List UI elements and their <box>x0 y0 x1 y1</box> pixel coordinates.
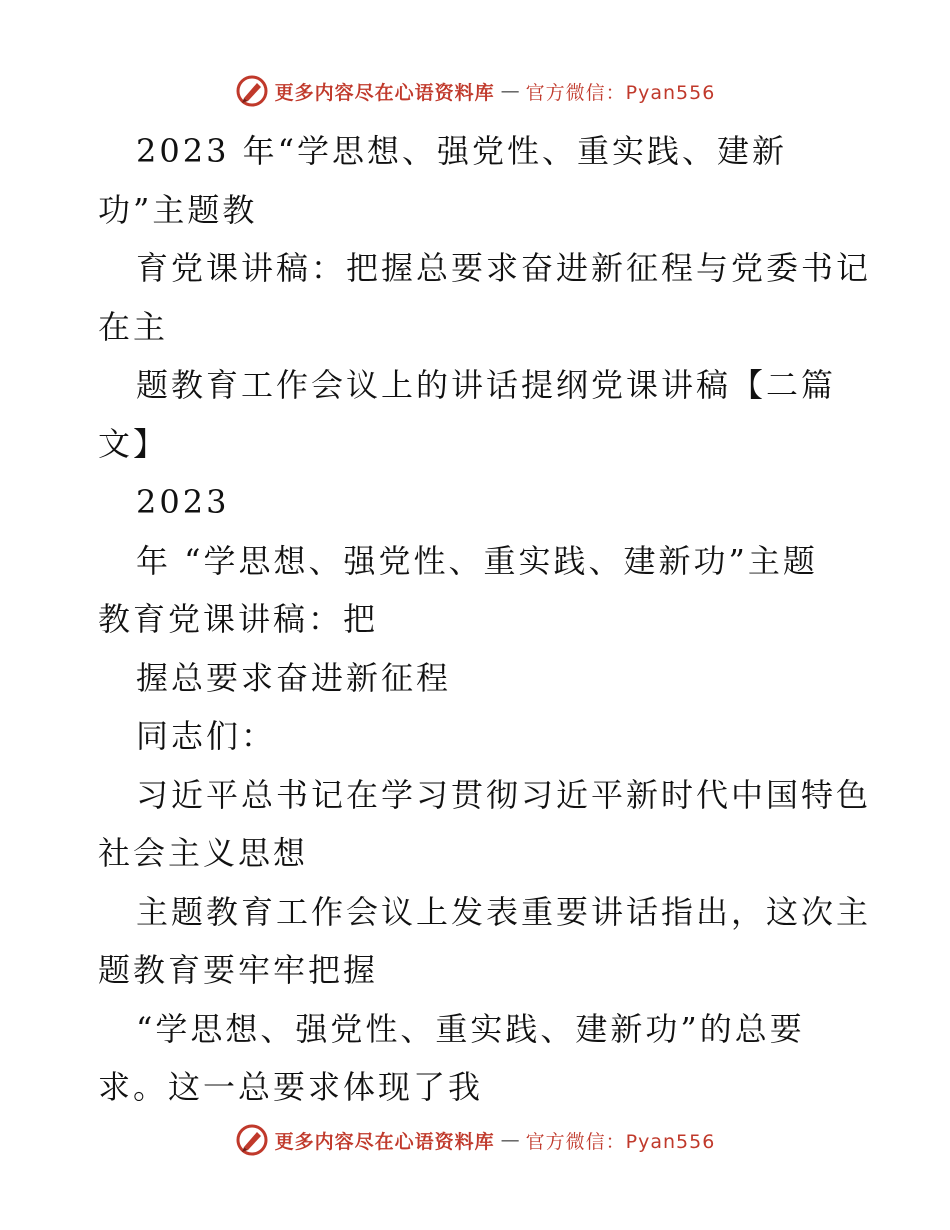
watermark-separator: — <box>500 1129 520 1151</box>
text-line: 功”主题教 <box>98 190 258 229</box>
text-line: 社会主义思想 <box>98 834 309 872</box>
text-line: 文】 <box>98 424 169 463</box>
text-line: 2023 <box>136 483 230 521</box>
watermark-separator: — <box>500 80 520 102</box>
text-line: 教育党课讲稿：把 <box>98 600 379 638</box>
text-line: 在主 <box>98 307 169 346</box>
watermark-text: 更多内容尽在心语资料库 <box>274 81 495 104</box>
watermark-contact: 官方微信：Pyan556 <box>525 1130 716 1153</box>
pen-seal-icon <box>235 1123 269 1157</box>
text-line: 握总要求奋进新征程 <box>136 658 452 697</box>
document-body <box>98 122 872 1117</box>
text-line: 2023 年“学思想、强党性、重实践、建新 <box>136 132 787 170</box>
text-line: 主题教育工作会议上发表重要讲话指出，这次主 <box>136 892 872 931</box>
footer-watermark <box>0 1120 950 1160</box>
pen-seal-icon <box>235 74 269 108</box>
text-line: 求。这一总要求体现了我 <box>98 1068 484 1106</box>
text-line: 育党课讲稿：把握总要求奋进新征程与党委书记 <box>136 249 872 287</box>
header-watermark <box>0 71 950 111</box>
text-line: 同志们： <box>136 717 277 755</box>
text-line: 题教育工作会议上的讲话提纲党课讲稿【二篇 <box>136 366 837 404</box>
watermark-contact: 官方微信：Pyan556 <box>525 81 716 104</box>
text-line: 题教育要牢牢把握 <box>98 951 379 989</box>
text-line: “学思想、强党性、重实践、建新功”的总要 <box>136 1009 805 1048</box>
text-line: 习近平总书记在学习贯彻习近平新时代中国特色 <box>136 775 872 814</box>
text-line: 年 “学思想、强党性、重实践、建新功”主题 <box>136 541 818 580</box>
watermark-text: 更多内容尽在心语资料库 <box>274 1130 495 1153</box>
